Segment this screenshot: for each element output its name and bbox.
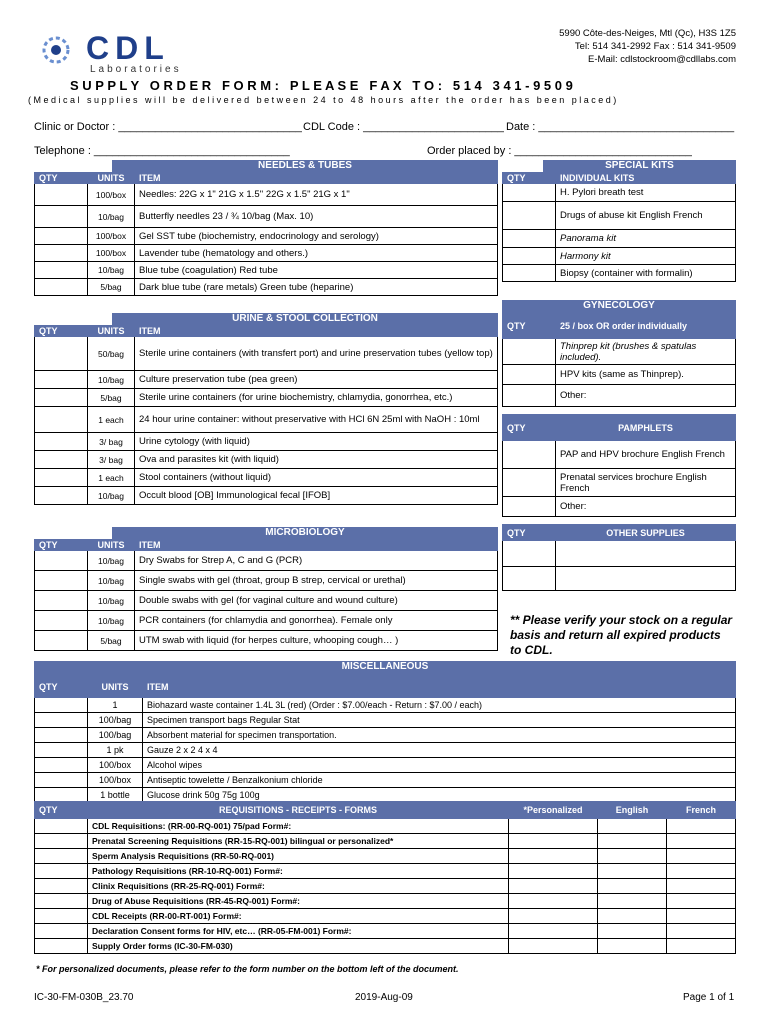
table-row[interactable] [35, 389, 498, 407]
qty-input-cell[interactable] [35, 849, 88, 864]
cell-text: *Personalized [509, 802, 598, 819]
cell-text: 25 / box OR order individually [556, 313, 736, 339]
qty-input-cell[interactable] [35, 487, 88, 505]
qty-input-cell[interactable] [667, 819, 736, 834]
cell-text: Thinprep kit (brushes & spatulas included). [556, 339, 736, 365]
cell-text: 100/box [88, 758, 143, 773]
cell-text: Ova and parasites kit (with liquid) [135, 451, 498, 469]
cell-text: REQUISITIONS - RECEIPTS - FORMS [88, 802, 509, 819]
cell-text: Alcohol wipes [143, 758, 736, 773]
cell-text: Clinix Requisitions (RR-25-RQ-001) Form#: [88, 879, 509, 894]
needles-title: NEEDLES & TUBES [112, 160, 498, 172]
logo-name: CDL [86, 30, 170, 66]
qty-input-cell[interactable] [667, 924, 736, 939]
cell-text: Declaration Consent forms for HIV, etc… (RR-05-FM-001) Form#: [88, 924, 509, 939]
table-row[interactable] [503, 497, 736, 517]
table-row[interactable] [35, 184, 498, 206]
table-row[interactable] [503, 385, 736, 407]
qty-input-cell[interactable] [598, 879, 667, 894]
telephone-field[interactable]: Telephone : ________________________________ [34, 145, 290, 157]
cell-text: Harmony kit [556, 248, 736, 265]
cell-text: UNITS [88, 540, 135, 551]
cell-text: 50/bag [88, 337, 135, 371]
cell-text: Panorama kit [556, 230, 736, 248]
qty-input-cell[interactable] [35, 758, 88, 773]
table-row[interactable] [35, 909, 736, 924]
logo [34, 28, 214, 76]
qty-input-cell[interactable] [35, 864, 88, 879]
cell-text: Drugs of abuse kit English French [556, 202, 736, 230]
cell-text: Gauze 2 x 2 4 x 4 [143, 743, 736, 758]
qty-input-cell[interactable] [503, 248, 556, 265]
qty-input-cell[interactable] [503, 541, 556, 567]
cell-text: Butterfly needles 23 / ¾ 10/bag (Max. 10) [135, 206, 498, 228]
cell-text: Double swabs with gel (for vaginal culture and wound culture) [135, 591, 498, 611]
cell-text: Sperm Analysis Requisitions (RR-50-RQ-001) [88, 849, 509, 864]
table-row[interactable] [35, 834, 736, 849]
table-row[interactable] [35, 631, 498, 651]
cell-text: UNITS [88, 676, 143, 698]
qty-input-cell[interactable] [667, 894, 736, 909]
qty-input-cell[interactable] [35, 909, 88, 924]
cell-text: 1 each [88, 407, 135, 433]
cell-text: HPV kits (same as Thinprep). [556, 365, 736, 385]
cell-text: Needles: 22G x 1" 21G x 1.5'' 22G x 1.5" 21G x 1" [135, 184, 498, 206]
cell-text: Other: [556, 385, 736, 407]
cell-text: 100/bag [88, 728, 143, 743]
qty-input-cell[interactable] [509, 879, 598, 894]
qty-input-cell[interactable] [598, 834, 667, 849]
qty-input-cell[interactable] [509, 849, 598, 864]
cell-text: Single swabs with gel (throat, group B strep, cervical or urethal) [135, 571, 498, 591]
cell-text: 10/bag [88, 611, 135, 631]
cell-text: Antiseptic towelette / Benzalkonium chloride [143, 773, 736, 788]
cell-text: 100/bag [88, 713, 143, 728]
qty-input-cell[interactable] [35, 879, 88, 894]
qty-input-cell[interactable] [503, 230, 556, 248]
footer-code: IC-30-FM-030B_23.70 [34, 992, 134, 1003]
cell-text: Sterile urine containers (with transfert port) and urine preservation tubes (yellow top) [135, 337, 498, 371]
date-field[interactable]: Date : ________________________________ [506, 121, 735, 133]
qty-input-cell[interactable] [509, 924, 598, 939]
qty-input-cell[interactable] [35, 469, 88, 487]
qty-input-cell[interactable] [556, 541, 736, 567]
cell-text: 100/box [88, 245, 135, 262]
cell-text: 10/bag [88, 206, 135, 228]
qty-input-cell[interactable] [35, 184, 88, 206]
table-row[interactable] [35, 407, 498, 433]
qty-input-cell[interactable] [35, 698, 88, 713]
table-row[interactable] [35, 551, 498, 571]
item-header: ITEM [135, 173, 498, 184]
cell-text: QTY [503, 313, 556, 339]
cell-text: ITEM [143, 676, 736, 698]
qty-input-cell[interactable] [35, 819, 88, 834]
qty-input-cell[interactable] [503, 469, 556, 497]
cell-text: 10/bag [88, 551, 135, 571]
cell-text: 1 bottle [88, 788, 143, 803]
other-section [502, 524, 736, 591]
table-row[interactable] [35, 371, 498, 389]
qty-input-cell[interactable] [598, 909, 667, 924]
cell-text: Other: [556, 497, 736, 517]
cell-text: ITEM [135, 540, 498, 551]
qty-input-cell[interactable] [667, 849, 736, 864]
qty-input-cell[interactable] [503, 365, 556, 385]
cell-text: 10/bag [88, 571, 135, 591]
address: 5990 Côte-des-Neiges, Mtl (Qc), H3S 1Z5 [559, 28, 736, 39]
urine-section [34, 313, 498, 505]
cell-text: 100/box [88, 228, 135, 245]
pamph-section [502, 414, 736, 517]
phone: Tel: 514 341-2992 Fax : 514 341-9509 [574, 41, 736, 52]
cell-text: UNITS [88, 326, 135, 337]
qty-header: QTY [35, 173, 88, 184]
logo-icon [34, 28, 94, 76]
cell-text: 10/bag [88, 591, 135, 611]
table-row[interactable] [35, 758, 736, 773]
table-row[interactable] [35, 728, 736, 743]
table-row[interactable] [35, 743, 736, 758]
qty-input-cell[interactable] [503, 567, 556, 591]
table-row[interactable] [35, 611, 498, 631]
qty-input-cell[interactable] [598, 924, 667, 939]
cell-text: QTY [35, 676, 88, 698]
qty-input-cell[interactable] [35, 228, 88, 245]
form-subtitle: ( M e d i c a l s u p p l i e s w i l l b e d e l i v e r e d b e t w e e n 2 4 t o 4 8 h o u r s a f t e r t h e o r d e r h a s b e e n p l a c e d ) [28, 95, 617, 105]
qty-input-cell[interactable] [509, 819, 598, 834]
form-title: S U P P L Y O R D E R F O R M : P L E A S E F A X T O : 5 1 4 3 4 1 - 9 5 0 9 [70, 78, 573, 93]
cell-text: H. Pylori breath test [556, 184, 736, 202]
table-row[interactable] [503, 469, 736, 497]
cell-text: Biopsy (container with formalin) [556, 265, 736, 282]
cell-text: Lavender tube (hematology and others.) [135, 245, 498, 262]
qty-input-cell[interactable] [503, 385, 556, 407]
cell-text: Biohazard waste container 1.4L 3L (red) (Order : $7.00/each - Return : $7.00 / each) [143, 698, 736, 713]
cell-text: Glucose drink 50g 75g 100g [143, 788, 736, 803]
footer-page: Page 1 of 1 [683, 992, 735, 1003]
table-row[interactable] [503, 265, 736, 282]
cell-text: Occult blood [OB] Immunological fecal [IFOB] [135, 487, 498, 505]
cell-text: ITEM [135, 326, 498, 337]
qty-input-cell[interactable] [35, 611, 88, 631]
cdl-code-field[interactable]: CDL Code : _______________________ [303, 121, 504, 133]
qty-input-cell[interactable] [35, 371, 88, 389]
qty-input-cell[interactable] [35, 451, 88, 469]
cell-text: 5/bag [88, 631, 135, 651]
qty-input-cell[interactable] [503, 265, 556, 282]
qty-input-cell[interactable] [503, 184, 556, 202]
cell-text: 1 pk [88, 743, 143, 758]
qty-input-cell[interactable] [35, 743, 88, 758]
micro-section [34, 527, 498, 651]
qty-input-cell[interactable] [35, 389, 88, 407]
qty-input-cell[interactable] [509, 894, 598, 909]
cell-text: 5/bag [88, 279, 135, 296]
table-row[interactable] [35, 451, 498, 469]
table-row[interactable] [503, 184, 736, 202]
clinic-field[interactable]: Clinic or Doctor : ______________________________ [34, 121, 302, 133]
qty-input-cell[interactable] [35, 571, 88, 591]
table-row[interactable] [35, 879, 736, 894]
table-row[interactable] [35, 469, 498, 487]
cell-text: Dark blue tube (rare metals) Green tube (heparine) [135, 279, 498, 296]
qty-input-cell[interactable] [35, 433, 88, 451]
table-row[interactable] [35, 864, 736, 879]
cell-text: Prenatal services brochure English French [556, 469, 736, 497]
urine-title: URINE & STOOL COLLECTION [112, 313, 498, 325]
qty-input-cell[interactable] [35, 924, 88, 939]
cell-text: CDL Requisitions: (RR-00-RQ-001) 75/pad Form#: [88, 819, 509, 834]
qty-input-cell[interactable] [35, 591, 88, 611]
qty-input-cell[interactable] [35, 834, 88, 849]
table-row[interactable] [35, 698, 736, 713]
cell-text: 100/box [88, 773, 143, 788]
table-row[interactable] [35, 262, 498, 279]
table-row[interactable] [35, 279, 498, 296]
qty-input-cell[interactable] [35, 631, 88, 651]
cell-text: 3/ bag [88, 433, 135, 451]
footer-date: 2019-Aug-09 [355, 992, 413, 1003]
qty-input-cell[interactable] [556, 567, 736, 591]
table-row[interactable] [35, 228, 498, 245]
cell-text: 24 hour urine container: without preservative with HCl 6N 25ml with NaOH : 10ml [135, 407, 498, 433]
cell-text: Culture preservation tube (pea green) [135, 371, 498, 389]
table-row[interactable] [35, 245, 498, 262]
table-row[interactable] [35, 591, 498, 611]
qty-input-cell[interactable] [667, 939, 736, 954]
company-contact [559, 27, 736, 66]
table-row[interactable] [35, 849, 736, 864]
qty-input-cell[interactable] [35, 713, 88, 728]
table-row[interactable] [35, 206, 498, 228]
qty-input-cell[interactable] [509, 834, 598, 849]
cell-text: Stool containers (without liquid) [135, 469, 498, 487]
cell-text: 10/bag [88, 487, 135, 505]
units-header: UNITS [88, 173, 135, 184]
cell-text: Urine cytology (with liquid) [135, 433, 498, 451]
qty-input-cell[interactable] [509, 939, 598, 954]
qty-input-cell[interactable] [598, 939, 667, 954]
logo-sub: Laboratories [90, 64, 182, 75]
cell-text: QTY [503, 173, 556, 184]
table-row[interactable] [35, 894, 736, 909]
qty-input-cell[interactable] [598, 819, 667, 834]
qty-input-cell[interactable] [35, 337, 88, 371]
qty-input-cell[interactable] [503, 441, 556, 469]
cell-text: INDIVIDUAL KITS [556, 173, 736, 184]
cell-text: PAP and HPV brochure English French [556, 441, 736, 469]
cell-text: Prenatal Screening Requisitions (RR-15-RQ-001) bilingual or personalized* [88, 834, 509, 849]
cell-text: QTY [503, 525, 556, 541]
gyn-title: GYNECOLOGY [502, 300, 736, 312]
table-row[interactable] [503, 202, 736, 230]
micro-title: MICROBIOLOGY [112, 527, 498, 539]
qty-input-cell[interactable] [35, 279, 88, 296]
cell-text: CDL Receipts (RR-00-RT-001) Form#: [88, 909, 509, 924]
cell-text: Gel SST tube (biochemistry, endocrinology and serology) [135, 228, 498, 245]
qty-input-cell[interactable] [503, 339, 556, 365]
cell-text: Supply Order forms (IC-30-FM-030) [88, 939, 509, 954]
qty-input-cell[interactable] [35, 773, 88, 788]
cell-text: QTY [503, 415, 556, 441]
cell-text: Dry Swabs for Strep A, C and G (PCR) [135, 551, 498, 571]
table-row[interactable] [35, 819, 736, 834]
qty-input-cell[interactable] [598, 864, 667, 879]
needles-table [34, 172, 498, 296]
cell-text: Sterile urine containers (for urine biochemistry, chlamydia, gonorrhea, etc.) [135, 389, 498, 407]
table-row[interactable] [503, 230, 736, 248]
table-row[interactable] [35, 487, 498, 505]
gyn-section [502, 300, 736, 407]
table-row[interactable] [503, 541, 736, 567]
needles-section [34, 160, 498, 296]
cell-text: UTM swab with liquid (for herpes culture, whooping cough… ) [135, 631, 498, 651]
qty-input-cell[interactable] [35, 407, 88, 433]
table-row[interactable] [35, 433, 498, 451]
special-title: SPECIAL KITS [543, 160, 736, 172]
qty-input-cell[interactable] [667, 834, 736, 849]
table-row[interactable] [35, 713, 736, 728]
req-section [34, 801, 736, 954]
urine-table [34, 325, 498, 505]
micro-table [34, 539, 498, 651]
email: E-Mail: cdlstockroom@cdllabs.com [588, 54, 736, 65]
misc-title: MISCELLANEOUS [34, 661, 736, 675]
table-row[interactable] [503, 248, 736, 265]
cell-text: 1 [88, 698, 143, 713]
cell-text: 5/bag [88, 389, 135, 407]
table-row[interactable] [35, 924, 736, 939]
cell-text: French [667, 802, 736, 819]
cell-text: 3/ bag [88, 451, 135, 469]
qty-input-cell[interactable] [598, 849, 667, 864]
qty-input-cell[interactable] [35, 245, 88, 262]
qty-input-cell[interactable] [503, 202, 556, 230]
qty-input-cell[interactable] [667, 909, 736, 924]
special-section [502, 160, 736, 282]
table-row[interactable] [35, 773, 736, 788]
qty-input-cell[interactable] [667, 864, 736, 879]
qty-input-cell[interactable] [598, 894, 667, 909]
cell-text: QTY [35, 802, 88, 819]
cell-text: 1 each [88, 469, 135, 487]
cell-text: 10/bag [88, 262, 135, 279]
cell-text: PCR containers (for chlamydia and gonorrhea). Female only [135, 611, 498, 631]
qty-input-cell[interactable] [35, 939, 88, 954]
cell-text: 10/bag [88, 371, 135, 389]
qty-input-cell[interactable] [35, 206, 88, 228]
qty-input-cell[interactable] [509, 864, 598, 879]
cell-text: PAMPHLETS [556, 415, 736, 441]
qty-input-cell[interactable] [35, 728, 88, 743]
table-row[interactable] [503, 365, 736, 385]
qty-input-cell[interactable] [35, 262, 88, 279]
table-row[interactable] [35, 939, 736, 954]
qty-input-cell[interactable] [667, 879, 736, 894]
cell-text: OTHER SUPPLIES [556, 525, 736, 541]
qty-input-cell[interactable] [35, 551, 88, 571]
misc-section [34, 661, 736, 803]
cell-text: Absorbent material for specimen transportation. [143, 728, 736, 743]
qty-input-cell[interactable] [503, 497, 556, 517]
cell-text: Drug of Abuse Requisitions (RR-45-RQ-001) Form#: [88, 894, 509, 909]
table-row[interactable] [503, 567, 736, 591]
cell-text: Specimen transport bags Regular Stat [143, 713, 736, 728]
order-by-field[interactable]: Order placed by : _____________________________ [427, 145, 692, 157]
cell-text: Pathology Requisitions (RR-10-RQ-001) Form#: [88, 864, 509, 879]
cell-text: QTY [35, 540, 88, 551]
cell-text: QTY [35, 326, 88, 337]
footnote: * For personalized documents, please refer to the form number on the bottom left of the document. [36, 964, 459, 974]
cell-text: English [598, 802, 667, 819]
qty-input-cell[interactable] [35, 894, 88, 909]
table-row[interactable] [35, 571, 498, 591]
stock-note: ** Please verify your stock on a regular basis and return all expired products to CDL. [510, 613, 733, 657]
cell-text: 100/box [88, 184, 135, 206]
qty-input-cell[interactable] [509, 909, 598, 924]
table-row[interactable] [503, 441, 736, 469]
cell-text: Blue tube (coagulation) Red tube [135, 262, 498, 279]
table-row[interactable] [35, 337, 498, 371]
table-row[interactable] [503, 339, 736, 365]
